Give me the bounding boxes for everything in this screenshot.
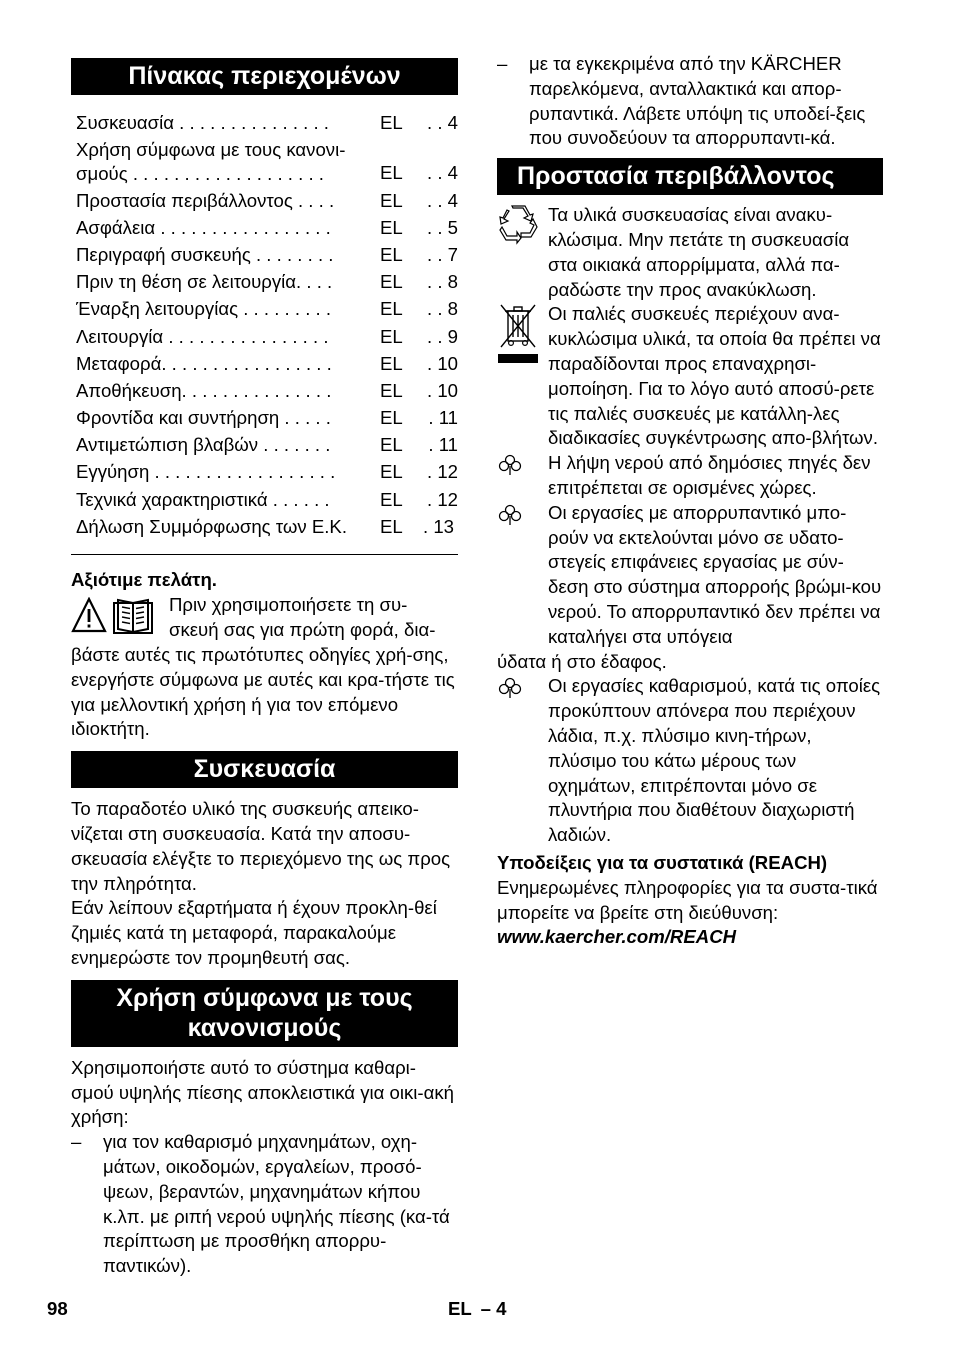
toc-entry[interactable]: Προστασία περιβάλλοντος . . . . EL . . 4	[76, 189, 458, 211]
intro-block: Πριν χρησιμοποιήσετε τη συ- σκευή σας για πρώτη φορά, δια-	[71, 593, 458, 643]
list-item: – για τον καθαρισμό μηχανημάτων, οχη-μάτων, οικοδομών, εργαλείων, προσό-ψεων, βεραντών, μηχανημάτων κήπου κ.λπ. με ριπή νερού υψηλής πίεσης (κα-τά περίπτωση με προσθήκη απορρυ-παντικών).	[71, 1131, 450, 1277]
detergent-paragraph: Οι εργασίες με απορρυπαντικό μπο-ρούν να εκτελούνται μόνο σε υδατο-στεγείς επιφάνειες εργασίας με σύν-δεση στο σύστημα απορροής βρώμι-κου νερού. Το απορρυπαντικό δεν πρέπει να καταλήγει στα υπόγεια	[497, 501, 883, 650]
environment-icon	[497, 504, 523, 526]
manual-book-icon	[111, 597, 155, 635]
water-paragraph: Η λήψη νερού από δημόσιες πηγές δεν επιτρέπεται σε ορισμένες χώρες.	[497, 451, 883, 501]
toc-heading: Πίνακας περιεχομένων	[71, 58, 458, 95]
toc-entry[interactable]: Εγγύηση . . . . . . . . . . . . . . . . . . EL . 12	[76, 461, 458, 483]
toc-entry[interactable]: Περιγραφή συσκευής . . . . . . . . EL . . 7	[76, 243, 458, 265]
section-label: EL – 4	[448, 1298, 507, 1319]
toc-entry[interactable]: Ασφάλεια . . . . . . . . . . . . . . . . . EL . . 5	[76, 216, 458, 238]
environment-heading: Προστασία περιβάλλοντος	[497, 158, 883, 195]
toc-entry[interactable]: Έναρξη λειτουργίας . . . . . . . . . EL . . 8	[76, 298, 458, 320]
environment-icon	[497, 677, 523, 699]
recycle-paragraph: Τα υλικά συσκευασίας είναι ανακυ-κλώσιμα. Μην πετάτε τη συσκευασία στα οικιακά απορρίμματα, αλλά πα-ραδώστε την προς ανακύκλωση.	[497, 203, 883, 302]
environment-icon	[497, 454, 523, 476]
toc-entry[interactable]: Αποθήκευση. . . . . . . . . . . . . . . EL . 10	[76, 379, 458, 401]
toc-entry[interactable]: Συσκευασία . . . . . . . . . . . . . . . EL . . 4	[76, 112, 458, 134]
toc-entry[interactable]: Φροντίδα και συντήρηση . . . . . EL . 11	[76, 407, 458, 429]
toc-entry[interactable]: Μεταφορά. . . . . . . . . . . . . . . . . EL . 10	[76, 352, 458, 374]
detergent-text-tail: ύδατα ή στο έδαφος.	[497, 650, 667, 672]
left-column	[71, 58, 458, 1279]
reach-link[interactable]: www.kaercher.com/REACH	[497, 926, 737, 948]
intended-use-text: Χρησιμοποιήστε αυτό το σύστημα καθαρι-σμού υψηλής πίεσης αποκλειστικά για οικι-ακή χρήση:	[71, 1056, 455, 1128]
right-column	[497, 52, 883, 950]
warning-icon	[71, 597, 107, 633]
toc-entry[interactable]: Πριν τη θέση σε λειτουργία. . . . EL . . 8	[76, 271, 458, 293]
intro-text: βάστε αυτές τις πρωτότυπες οδηγίες χρή-σης, ενεργήστε σύμφωνα με αυτές και κρα-τήστε τις για μελλοντική χρήση ή για τον επόμενο ιδιοκτήτη.	[71, 644, 455, 740]
list-item: – με τα εγκεκριμένα από την KÄRCHER παρελκόμενα, ανταλλακτικά και απορ-ρυπαντικά. Λάβετε υπόψη τις υποδεί-ξεις που συνοδεύουν τα απορρυπαντι-κά.	[497, 53, 866, 149]
salutation: Αξιότιμε πελάτη.	[71, 568, 217, 590]
recycle-icon	[497, 203, 539, 245]
packaging-text-1: Το παραδοτέο υλικό της συσκευής απεικο-νίζεται στη συσκευασία. Κατά την αποσυ-σκευασία ελέγξτε το περιεχόμενο της ως προς την πληρότητα.	[71, 798, 451, 894]
reach-heading: Υποδείξεις για τα συστατικά (REACH)	[497, 851, 828, 873]
intended-use-heading: Χρήση σύμφωνα με τους κανονισμούς	[71, 980, 458, 1047]
reach-text: Ενημερωμένες πληροφορίες για τα συστα-τικά μπορείτε να βρείτε στη διεύθυνση:	[497, 876, 878, 923]
page-number: 98	[47, 1298, 68, 1319]
crossed-bin-icon	[497, 302, 539, 364]
toc-entry[interactable]: Λειτουργία . . . . . . . . . . . . . . . . EL . . 9	[76, 325, 458, 347]
table-of-contents	[71, 109, 458, 540]
toc-entry[interactable]: Δήλωση Συμμόρφωσης των Ε.Κ. EL . 13	[76, 515, 454, 537]
packaging-heading: Συσκευασία	[71, 751, 458, 788]
packaging-text-2: Εάν λείπουν εξαρτήματα ή έχουν προκλη-θεί ζημιές κατά τη μεταφορά, παρακαλούμε ενημερώστε τον προμηθευτή σας.	[71, 897, 437, 968]
weee-paragraph: Οι παλιές συσκευές περιέχουν ανα-κυκλώσιμα υλικά, τα οποία θα πρέπει να παραδίδονται προς επαναχρησι-μοποίηση. Για το λόγο αυτό αποσύ-ρετε τις παλιές συσκευές με κατάλλη-λες διαδικασίες συγκέντρωσης απο-βλήτων.	[497, 302, 883, 451]
toc-divider	[71, 554, 458, 555]
oil-paragraph: Οι εργασίες καθαρισμού, κατά τις οποίες προκύπτουν απόνερα που περιέχουν λάδια, π.χ. πλύσιμο κινη-τήρων, πλύσιμο του κάτω μέρους των οχημάτων, επιτρέπονται μόνο σε πλυντήρια που διαθέτουν διαχωριστή λαδιών.	[497, 674, 883, 848]
toc-entry[interactable]: Αντιμετώπιση βλαβών . . . . . . . EL . 11	[76, 434, 458, 456]
toc-entry[interactable]: Τεχνικά χαρακτηριστικά . . . . . . EL . 12	[76, 488, 458, 510]
toc-entry[interactable]: Χρήση σύμφωνα με τους κανονι- σμούς . . . . . . . . . . . . . . . . . . . EL . . 4	[76, 139, 458, 185]
